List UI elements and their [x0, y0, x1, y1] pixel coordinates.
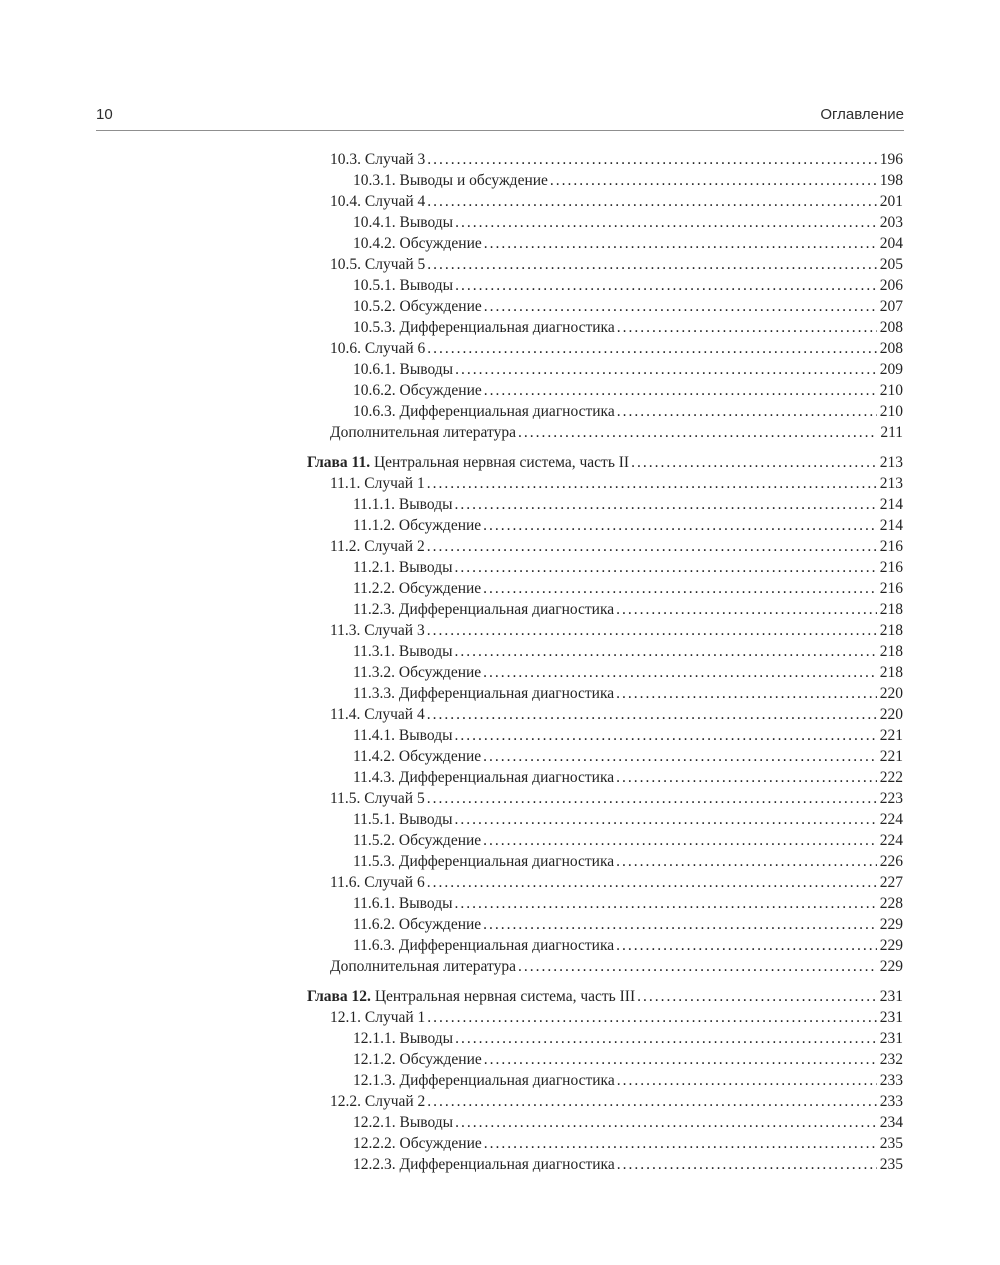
- toc-entry-label: 11.2.3. Дифференциальная диагностика: [353, 601, 615, 618]
- dot-leader: [484, 1133, 877, 1154]
- toc-entry-label: 11.5.3. Дифференциальная диагностика: [353, 853, 615, 870]
- toc-entry-label: 11.3.1. Выводы: [353, 643, 453, 660]
- toc-entry: [307, 170, 903, 191]
- toc-entry-page: 223: [879, 790, 903, 807]
- toc-entry: [307, 296, 903, 317]
- toc-entry: [307, 1133, 903, 1154]
- dot-leader: [550, 170, 877, 191]
- dot-leader: [427, 536, 877, 557]
- toc-entry-label: 11.4.1. Выводы: [353, 727, 453, 744]
- dot-leader: [616, 599, 877, 620]
- dot-leader: [637, 986, 877, 1007]
- toc-entry-label: Глава 11. Центральная нервная система, часть II: [307, 454, 630, 471]
- toc-entry-page: 210: [879, 382, 903, 399]
- toc-entry-page: 227: [879, 874, 903, 891]
- dot-leader: [427, 338, 876, 359]
- dot-leader: [518, 422, 877, 443]
- toc-entry: [307, 986, 903, 1007]
- toc-entry: [307, 914, 903, 935]
- dot-leader: [427, 788, 877, 809]
- dot-leader: [484, 233, 877, 254]
- toc-entry-label: 12.1.3. Дифференциальная диагностика: [353, 1072, 615, 1089]
- dot-leader: [483, 914, 877, 935]
- toc-entry: [307, 893, 903, 914]
- toc-entry: [307, 830, 903, 851]
- toc-entry-label: 11.6.3. Дифференциальная диагностика: [353, 937, 615, 954]
- dot-leader: [455, 641, 877, 662]
- toc-entry-page: 218: [879, 601, 903, 618]
- toc-entry: [307, 620, 903, 641]
- toc-entry-label: 10.3.1. Выводы и обсуждение: [353, 172, 548, 189]
- dot-leader: [616, 767, 877, 788]
- toc-entry-label: 11.4.2. Обсуждение: [353, 748, 482, 765]
- toc-entry-label: Дополнительная литература: [330, 958, 516, 975]
- toc-entry-label: 12.2.2. Обсуждение: [353, 1135, 482, 1152]
- toc-entry: [307, 851, 903, 872]
- dot-leader: [483, 578, 877, 599]
- toc-entry-label: 11.1.2. Обсуждение: [353, 517, 482, 534]
- dot-leader: [427, 149, 876, 170]
- toc-entry-label: 11.4. Случай 4: [330, 706, 425, 723]
- toc-entry-label: 12.1. Случай 1: [330, 1009, 426, 1026]
- dot-leader: [616, 935, 877, 956]
- toc-entry: [307, 359, 903, 380]
- toc-entry-page: 218: [879, 664, 903, 681]
- toc-entry-page: 233: [879, 1072, 903, 1089]
- dot-leader: [455, 809, 877, 830]
- toc-entry: [307, 473, 903, 494]
- toc-entry-page: 231: [879, 1009, 903, 1026]
- toc-entry-page: 221: [879, 727, 903, 744]
- toc-entry-page: 209: [879, 361, 903, 378]
- toc-entry-page: 201: [879, 193, 903, 210]
- toc-entry: [307, 191, 903, 212]
- toc-entry: [307, 872, 903, 893]
- dot-leader: [484, 380, 877, 401]
- dot-leader: [455, 1112, 877, 1133]
- toc-entry-label: 12.2.3. Дифференциальная диагностика: [353, 1156, 615, 1173]
- toc-entry-page: 233: [879, 1093, 903, 1110]
- toc-entry-page: 213: [879, 454, 903, 471]
- dot-leader: [617, 1154, 877, 1175]
- toc-entry: [307, 557, 903, 578]
- dot-leader: [518, 956, 877, 977]
- toc-entry: [307, 725, 903, 746]
- toc-entry: [307, 1028, 903, 1049]
- toc-entry-page: 234: [879, 1114, 903, 1131]
- toc-entry-page: 222: [879, 769, 903, 786]
- toc-entry: [307, 1112, 903, 1133]
- dot-leader: [617, 401, 877, 422]
- toc-entry-page: 229: [879, 916, 903, 933]
- dot-leader: [455, 494, 877, 515]
- toc-entry: [307, 1091, 903, 1112]
- toc-entry-page: 220: [879, 685, 903, 702]
- toc-entry: [307, 704, 903, 725]
- toc-entry-page: 232: [879, 1051, 903, 1068]
- dot-leader: [616, 851, 877, 872]
- toc-entry: [307, 662, 903, 683]
- dot-leader: [427, 1091, 876, 1112]
- toc-entry-page: 224: [879, 832, 903, 849]
- toc-entry-label: Дополнительная литература: [330, 424, 516, 441]
- page-header: [96, 106, 904, 131]
- dot-leader: [427, 473, 877, 494]
- toc-entry-page: 196: [879, 151, 903, 168]
- toc-entry: [307, 1070, 903, 1091]
- toc-entry-page: 231: [879, 988, 903, 1005]
- toc-entry-label: 10.3. Случай 3: [330, 151, 426, 168]
- toc-entry-label: 12.1.2. Обсуждение: [353, 1051, 482, 1068]
- dot-leader: [483, 746, 877, 767]
- toc-entry-page: 207: [879, 298, 903, 315]
- toc-entry-page: 220: [879, 706, 903, 723]
- toc-entry: [307, 254, 903, 275]
- toc-entry-page: 226: [879, 853, 903, 870]
- toc-entry-label: 11.2. Случай 2: [330, 538, 425, 555]
- toc-entry-label: 11.3. Случай 3: [330, 622, 425, 639]
- toc-entry-label: 11.5.2. Обсуждение: [353, 832, 482, 849]
- toc-entry: [307, 422, 903, 443]
- toc-entry-page: 231: [879, 1030, 903, 1047]
- toc-entry-label: 10.5.1. Выводы: [353, 277, 454, 294]
- dot-leader: [484, 1049, 877, 1070]
- toc-entry: [307, 515, 903, 536]
- toc-entry-page: 211: [880, 424, 903, 441]
- toc-entry: [307, 641, 903, 662]
- toc-entry: [307, 767, 903, 788]
- toc-entry-label: 10.6.2. Обсуждение: [353, 382, 482, 399]
- header-title: Оглавление: [820, 106, 904, 123]
- toc-entry-label: 11.5. Случай 5: [330, 790, 425, 807]
- toc-entry-page: 198: [879, 172, 903, 189]
- toc-entry-label: 11.2.1. Выводы: [353, 559, 453, 576]
- toc-entry: [307, 452, 903, 473]
- toc-entry-page: 205: [879, 256, 903, 273]
- toc-entry-page: 229: [879, 958, 903, 975]
- toc-entry-page: 214: [879, 517, 903, 534]
- toc-entry: [307, 494, 903, 515]
- toc-entry-page: 216: [879, 559, 903, 576]
- toc-entry: [307, 233, 903, 254]
- dot-leader: [616, 683, 877, 704]
- toc-list: [307, 149, 903, 1175]
- toc-entry: [307, 338, 903, 359]
- dot-leader: [455, 359, 877, 380]
- toc-entry-label: Глава 12. Центральная нервная система, часть III: [307, 988, 636, 1005]
- dot-leader: [455, 212, 877, 233]
- toc-entry-page: 206: [879, 277, 903, 294]
- toc-entry: [307, 1007, 903, 1028]
- dot-leader: [483, 830, 877, 851]
- toc-entry: [307, 746, 903, 767]
- toc-entry-label: 11.6.1. Выводы: [353, 895, 453, 912]
- dot-leader: [455, 725, 877, 746]
- toc-entry-label: 10.6.1. Выводы: [353, 361, 454, 378]
- toc-entry-page: 214: [879, 496, 903, 513]
- toc-entry: [307, 1049, 903, 1070]
- toc-entry: [307, 275, 903, 296]
- toc-entry-page: 210: [879, 403, 903, 420]
- toc-entry-page: 224: [879, 811, 903, 828]
- toc-entry-page: 221: [879, 748, 903, 765]
- toc-entry-label: 11.2.2. Обсуждение: [353, 580, 482, 597]
- toc-entry: [307, 788, 903, 809]
- toc-entry-page: 208: [879, 340, 903, 357]
- toc-entry-label: 10.5.3. Дифференциальная диагностика: [353, 319, 615, 336]
- toc-entry: [307, 578, 903, 599]
- dot-leader: [427, 620, 877, 641]
- toc-entry-page: 216: [879, 538, 903, 555]
- toc-entry-label: 10.6.3. Дифференциальная диагностика: [353, 403, 615, 420]
- toc-entry-label: 10.5. Случай 5: [330, 256, 426, 273]
- dot-leader: [483, 662, 877, 683]
- dot-leader: [484, 296, 877, 317]
- toc-entry-page: 235: [879, 1135, 903, 1152]
- toc-entry-label: 10.4. Случай 4: [330, 193, 426, 210]
- toc-entry-label: 12.1.1. Выводы: [353, 1030, 454, 1047]
- toc-entry: [307, 317, 903, 338]
- page-number: 10: [96, 106, 113, 123]
- toc-entry-label: 10.5.2. Обсуждение: [353, 298, 482, 315]
- dot-leader: [483, 515, 877, 536]
- toc-entry-page: 208: [879, 319, 903, 336]
- dot-leader: [631, 452, 877, 473]
- toc-entry-label: 10.4.1. Выводы: [353, 214, 454, 231]
- toc-entry-page: 218: [879, 643, 903, 660]
- dot-leader: [455, 557, 877, 578]
- toc-entry-page: 204: [879, 235, 903, 252]
- dot-leader: [427, 191, 876, 212]
- toc-entry: [307, 809, 903, 830]
- toc-entry: [307, 1154, 903, 1175]
- toc-entry-label: 11.1.1. Выводы: [353, 496, 453, 513]
- toc-entry-label: 11.6.2. Обсуждение: [353, 916, 482, 933]
- toc-entry-label: 11.4.3. Дифференциальная диагностика: [353, 769, 615, 786]
- dot-leader: [617, 1070, 877, 1091]
- toc-entry-page: 213: [879, 475, 903, 492]
- toc-entry: [307, 536, 903, 557]
- toc-entry-label: 11.1. Случай 1: [330, 475, 425, 492]
- dot-leader: [455, 275, 877, 296]
- toc-entry-page: 218: [879, 622, 903, 639]
- toc-entry-page: 228: [879, 895, 903, 912]
- dot-leader: [427, 704, 877, 725]
- toc-entry-page: 235: [879, 1156, 903, 1173]
- toc-entry-label: 11.3.3. Дифференциальная диагностика: [353, 685, 615, 702]
- dot-leader: [427, 1007, 876, 1028]
- toc-entry: [307, 212, 903, 233]
- dot-leader: [427, 872, 877, 893]
- toc-entry-label: 12.2.1. Выводы: [353, 1114, 454, 1131]
- toc-entry: [307, 149, 903, 170]
- toc-entry: [307, 935, 903, 956]
- dot-leader: [455, 1028, 877, 1049]
- toc-entry: [307, 956, 903, 977]
- toc-entry: [307, 401, 903, 422]
- toc-entry-label: 11.3.2. Обсуждение: [353, 664, 482, 681]
- dot-leader: [617, 317, 877, 338]
- dot-leader: [427, 254, 876, 275]
- toc-entry-page: 216: [879, 580, 903, 597]
- toc-entry: [307, 599, 903, 620]
- toc-entry-label: 10.4.2. Обсуждение: [353, 235, 482, 252]
- toc-entry: [307, 683, 903, 704]
- toc-entry-label: 10.6. Случай 6: [330, 340, 426, 357]
- toc-entry-label: 11.5.1. Выводы: [353, 811, 453, 828]
- toc-entry-page: 229: [879, 937, 903, 954]
- toc-entry: [307, 380, 903, 401]
- dot-leader: [455, 893, 877, 914]
- toc-entry-label: 11.6. Случай 6: [330, 874, 425, 891]
- toc-entry-label: 12.2. Случай 2: [330, 1093, 426, 1110]
- toc-entry-page: 203: [879, 214, 903, 231]
